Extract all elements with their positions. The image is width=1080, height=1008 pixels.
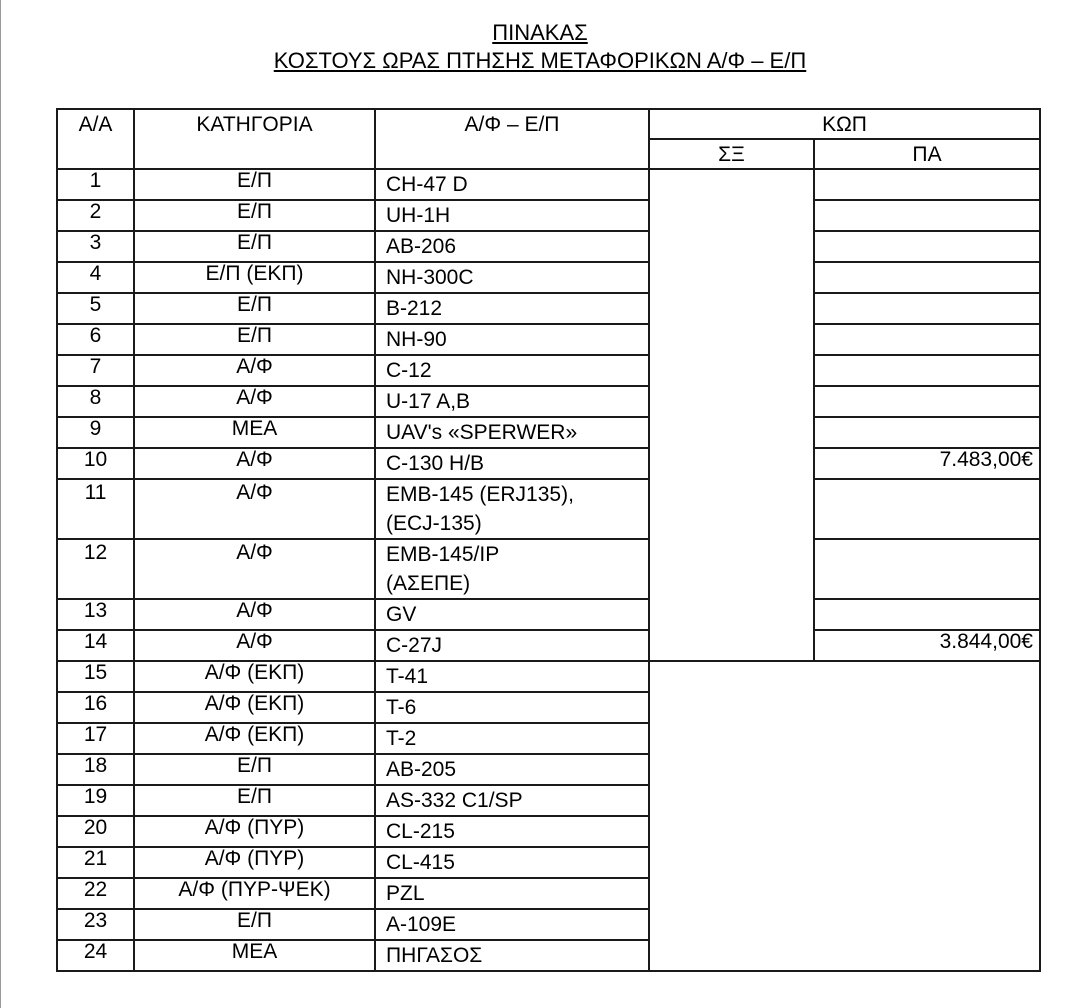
row-aircraft [375,169,649,200]
row-aa: 7 [57,355,134,386]
row-aa: 22 [57,878,134,909]
row-aircraft [375,293,649,324]
row-category: Α/Φ (ΠΥΡ) [134,816,375,847]
row-aircraft-line: T-41 [386,665,429,688]
row-aircraft-line: AB-206 [386,235,457,258]
row-aircraft [375,262,649,293]
row-aircraft [375,386,649,417]
row-aircraft-line: AB-205 [386,758,457,781]
row-aircraft-line: CL-415 [386,851,455,874]
row-pa [814,479,1040,539]
row-aa: 9 [57,417,134,448]
row-aircraft-line: AS-332 C1/SP [386,789,523,812]
row-aa: 2 [57,200,134,231]
row-category: Α/Φ [134,539,375,599]
row-aircraft-line: UAV's «SPERWER» [386,421,578,444]
row-pa [814,355,1040,386]
row-aircraft-line: NH-90 [386,328,447,351]
row-aircraft-line-2: (ECJ-135) [386,512,482,535]
table-row [57,169,1040,200]
row-category: Ε/Π [134,785,375,816]
row-pa [814,417,1040,448]
row-category: Α/Φ (ΠΥΡ-ΨΕΚ) [134,878,375,909]
flight-hour-cost-table [56,108,1041,972]
kop-merged-cell [649,661,1040,971]
row-category: Α/Φ [134,448,375,479]
row-aircraft [375,539,649,599]
row-category: Α/Φ [134,630,375,661]
row-category: Α/Φ [134,386,375,417]
row-aa: 24 [57,940,134,971]
table-row [57,448,1040,479]
row-aa: 14 [57,630,134,661]
row-aircraft [375,355,649,386]
header-aa: Α/Α [57,109,134,169]
row-aircraft [375,816,649,847]
row-category: Α/Φ (ΠΥΡ) [134,847,375,878]
header-category: ΚΑΤΗΓΟΡΙΑ [134,109,375,169]
row-category: Α/Φ [134,479,375,539]
row-category: Α/Φ [134,355,375,386]
row-aircraft [375,878,649,909]
row-aa: 23 [57,909,134,940]
row-aircraft [375,847,649,878]
row-aircraft-line: GV [386,603,417,626]
table-row [57,661,1040,692]
row-aa: 13 [57,599,134,630]
row-aa: 8 [57,386,134,417]
row-category: Ε/Π [134,231,375,262]
row-category: Α/Φ (ΕΚΠ) [134,661,375,692]
se-column-merged [649,169,814,661]
row-pa [814,293,1040,324]
table-row [57,539,1040,599]
row-aa: 5 [57,293,134,324]
row-category: Α/Φ (ΕΚΠ) [134,723,375,754]
row-aircraft-line: UH-1H [386,204,451,227]
row-aircraft [375,324,649,355]
row-category: Ε/Π [134,200,375,231]
row-pa [814,324,1040,355]
row-aa: 16 [57,692,134,723]
row-aircraft [375,200,649,231]
table-row [57,231,1040,262]
table-row [57,355,1040,386]
page-left-edge [0,0,1,1008]
row-aircraft [375,940,649,971]
table-row [57,599,1040,630]
row-aa: 3 [57,231,134,262]
row-aircraft [375,692,649,723]
row-pa [814,200,1040,231]
row-aircraft-line: C-27J [386,634,443,657]
row-aircraft-line: CL-215 [386,820,455,843]
row-pa [814,262,1040,293]
row-category: Α/Φ (ΕΚΠ) [134,692,375,723]
row-aa: 21 [57,847,134,878]
row-aircraft-line: PZL [386,882,425,905]
table-row [57,293,1040,324]
row-aircraft-line: EMB-145/IP [386,543,500,566]
row-aa: 10 [57,448,134,479]
row-aircraft [375,754,649,785]
row-aircraft-line: NH-300C [386,266,474,289]
row-aircraft-line: U-17 A,B [386,390,471,413]
row-aircraft-line: A-109E [386,913,457,936]
row-aircraft-line: T-2 [386,727,417,750]
row-category: Ε/Π [134,754,375,785]
row-aa: 6 [57,324,134,355]
row-aa: 11 [57,479,134,539]
row-aircraft [375,785,649,816]
row-aircraft [375,417,649,448]
header-kop: ΚΩΠ [649,109,1040,139]
row-aa: 12 [57,539,134,599]
row-category: Α/Φ [134,599,375,630]
row-aa: 1 [57,169,134,200]
row-pa [814,539,1040,599]
row-category: Ε/Π [134,293,375,324]
table-row [57,386,1040,417]
table-row [57,200,1040,231]
header-pa: ΠΑ [814,139,1040,169]
row-aa: 15 [57,661,134,692]
row-aa: 17 [57,723,134,754]
row-aircraft-line: C-130 H/B [386,452,485,475]
row-aircraft [375,909,649,940]
row-aa: 20 [57,816,134,847]
row-pa [814,169,1040,200]
header-se: ΣΞ [649,139,814,169]
row-category: Ε/Π [134,169,375,200]
row-aircraft [375,479,649,539]
row-pa [814,386,1040,417]
row-pa [814,231,1040,262]
table-row [57,324,1040,355]
row-category: Ε/Π [134,909,375,940]
row-aircraft-line: ΠΗΓΑΣΟΣ [386,944,483,967]
row-aircraft-line: C-12 [386,359,432,382]
row-category: ΜΕΑ [134,940,375,971]
row-aircraft-line-2: (ΑΣΕΠΕ) [386,572,471,595]
row-aircraft [375,723,649,754]
row-category: Ε/Π [134,324,375,355]
table-row [57,417,1040,448]
row-pa: 7.483,00€ [814,448,1040,479]
row-aircraft-line: T-6 [386,696,417,719]
row-pa: 3.844,00€ [814,630,1040,661]
table-body [57,169,1040,971]
row-aa: 4 [57,262,134,293]
row-aircraft [375,630,649,661]
row-aircraft [375,661,649,692]
row-aa: 18 [57,754,134,785]
row-aa: 19 [57,785,134,816]
row-aircraft [375,448,649,479]
table-row [57,262,1040,293]
row-aircraft-line: CH-47 D [386,173,468,196]
row-category: Ε/Π (ΕΚΠ) [134,262,375,293]
row-pa [814,599,1040,630]
row-aircraft [375,599,649,630]
row-aircraft-line: B-212 [386,297,443,320]
table-row [57,630,1040,661]
row-aircraft [375,231,649,262]
row-aircraft-line: EMB-145 (ERJ135), [386,483,574,506]
document-title: ΠΙΝΑΚΑΣ [492,20,588,45]
table-row [57,479,1040,539]
header-aircraft: Α/Φ – Ε/Π [375,109,649,169]
document-subtitle: ΚΟΣΤΟΥΣ ΩΡΑΣ ΠΤΗΣΗΣ ΜΕΤΑΦΟΡΙΚΩΝ Α/Φ – Ε/Π [273,48,807,73]
row-category: ΜΕΑ [134,417,375,448]
